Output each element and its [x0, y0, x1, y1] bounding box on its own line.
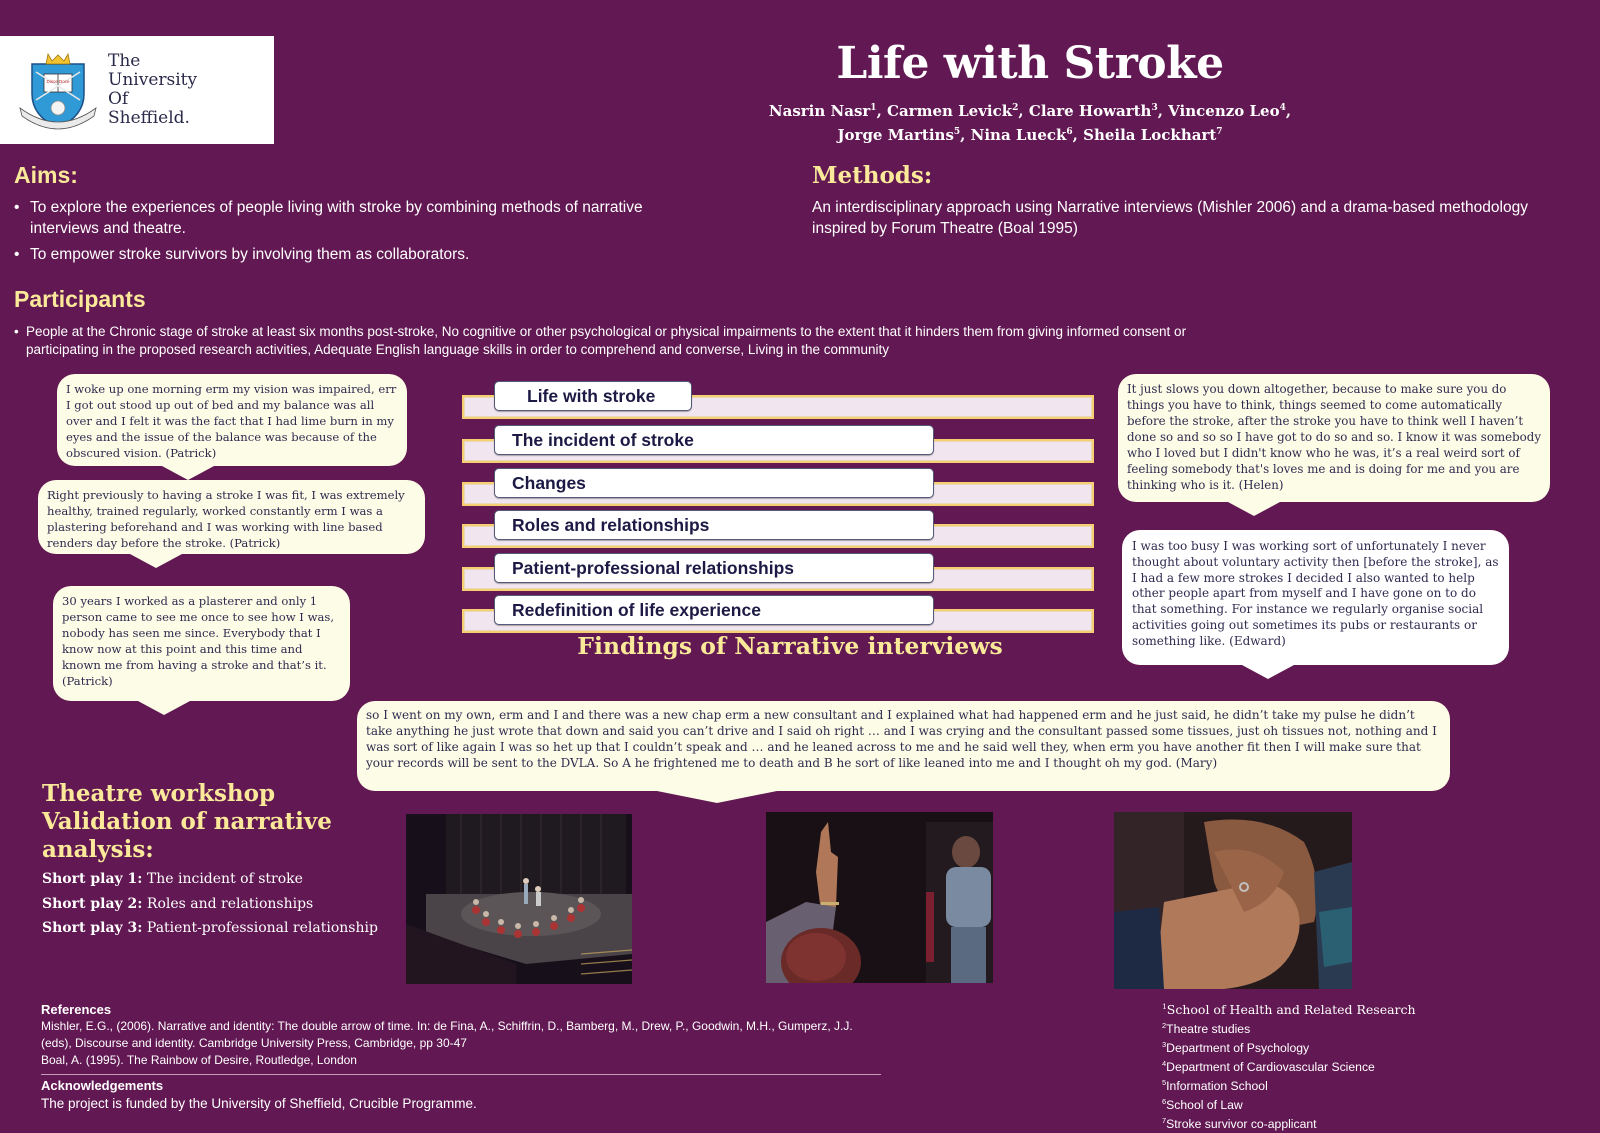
- theme-label: Patient-professional relationships: [494, 553, 934, 583]
- short-play-item: Short play 2: Roles and relationships: [42, 895, 314, 912]
- university-crest-icon: [18, 50, 98, 132]
- affiliation-item: $^1$School of Health and Related Research: [1162, 1002, 1416, 1018]
- authors-line-2: [760, 122, 1300, 146]
- author: Nina Lueck$^6$,: [970, 126, 1084, 144]
- theme-row: [462, 600, 1094, 633]
- affiliations-list: [1162, 999, 1416, 1133]
- stage-scene-image: [406, 814, 632, 984]
- theme-label: Changes: [494, 468, 934, 498]
- affiliation-item: $^3$Department of Psychology: [1162, 1040, 1310, 1056]
- wordmark-line: University: [108, 70, 198, 90]
- author: Clare Howarth$^3$,: [1028, 102, 1169, 120]
- theme-row: [462, 515, 1094, 548]
- wordmark-line: Of: [108, 89, 129, 109]
- acknowledgements-heading: Acknowledgements: [41, 1078, 164, 1093]
- methods-text: An interdisciplinary approach using Narrative interviews (Mishler 2006) and a drama-based methodology inspired by Forum Theatre (Boal 1995): [812, 199, 1528, 237]
- theme-row: [462, 430, 1094, 463]
- quote-bubble: so I went on my own, erm and I and there was a new chap erm a new consultant and I explained what had happened erm and he just said, he didn’t take my pulse he didn’t take anything he just wrote that down and said you can’t drive and I said oh right … and I was crying and the consultant passed some tissues, just oh tissues not, nothing and I was sort of like again I was so het up that I couldn’t speak and … and he leaned across to me and he said well they, when erm you have another fit then I will make sure that your records will be sent to the DVLA. So A he frightened me to death and B he sort of like leaned into me and I thought oh my god. (Mary): [357, 701, 1450, 791]
- wordmark-line: Sheffield.: [108, 108, 190, 128]
- quote-bubble: 30 years I worked as a plasterer and only 1 person came to see me once to see how I was, nobody has seen me since. Everybody that I know now at this point and this time and known me from having a stroke and that’s it. (Patrick): [53, 586, 350, 701]
- university-logo: [0, 36, 274, 144]
- affiliation-item: $^2$Theatre studies: [1162, 1021, 1251, 1037]
- affiliation-item: $^7$Stroke survivor co-applicant: [1162, 1116, 1317, 1132]
- theme-label: Life with stroke: [494, 381, 692, 411]
- short-play-item: Short play 1: The incident of stroke: [42, 871, 303, 887]
- affiliation-item: $^4$Department of Cardiovascular Science: [1162, 1059, 1375, 1075]
- theatre-stage-photo: [406, 814, 632, 984]
- aims-item: • To explore the experiences of people living with stroke by combining methods of narrative interviews and theatre.: [14, 197, 664, 239]
- references-heading: References: [41, 1002, 112, 1017]
- quote-bubble: I was too busy I was working sort of unfortunately I never thought about voluntary activity then [before the stroke], as I had a few more strokes I decided I also wanted to help other people apart from myself and I have gone on to do that something. For instance we regularly organise social activities going out sometimes its pubs or restaurants or something like. (Edward): [1122, 530, 1509, 665]
- divider: [41, 1074, 881, 1075]
- aims-heading: Aims:: [14, 162, 78, 188]
- acknowledgements-text: The project is funded by the University of Sheffield, Crucible Programme.: [41, 1096, 477, 1111]
- theatre-heading-line: Validation of narrative: [42, 808, 332, 835]
- author: Sheila Lockhart$^7$: [1083, 126, 1223, 144]
- theme-row: [462, 473, 1094, 506]
- author: Jorge Martins$^5$,: [837, 126, 971, 144]
- raised-hand-image: [766, 812, 993, 983]
- authors-line-1: [760, 98, 1300, 122]
- university-wordmark: [108, 52, 197, 128]
- theme-row: [462, 558, 1094, 591]
- wordmark-line: The: [108, 51, 141, 71]
- clasped-hands-image: [1114, 812, 1352, 989]
- theme-label: Roles and relationships: [494, 510, 934, 540]
- short-plays-list: [42, 867, 378, 941]
- findings-title: Findings of Narrative interviews: [577, 632, 1003, 660]
- reference-item: Mishler, E.G., (2006). Narrative and identity: The double arrow of time. In: de Fina, A., Schiffrin, D., Bamberg, M., Drew, P., Goodwin, M.H., Gumperz, J.J. (eds), Discourse and identity. Cambridge University Press, Cambridge, pp 30-47: [41, 1019, 853, 1050]
- svg-text:Disce Doce: Disce Doce: [46, 79, 70, 84]
- quote-bubble: It just slows you down altogether, because to make sure you do things you have to think, things seemed to come automatically before the stroke, after the stroke you have to think well I haven’t done so and so so I have got to do so and so. I know it was somebody who I loved but I didn't know who he was, it’s a real weird sort of feeling somebody that's loves me and is doing for me and you are thinking who is it. (Helen): [1118, 374, 1550, 502]
- theatre-heading-line: analysis:: [42, 836, 154, 863]
- participants-heading: Participants: [14, 286, 146, 312]
- methods-heading: Methods:: [812, 162, 933, 189]
- reference-item: Boal, A. (1995). The Rainbow of Desire, Routledge, London: [41, 1053, 357, 1067]
- theatre-heading-line: Theatre workshop: [42, 780, 276, 807]
- author: Carmen Levick$^2$,: [887, 102, 1029, 120]
- aims-item: • To empower stroke survivors by involving them as collaborators.: [14, 244, 664, 265]
- references-section: [41, 1002, 881, 1113]
- author-list: [760, 98, 1300, 146]
- quote-bubble: Right previously to having a stroke I was fit, I was extremely healthy, trained regularly, worked constantly erm I was a plastering beforehand and I was working with line based renders day before the stroke. (Patrick): [38, 480, 425, 554]
- participants-text: • People at the Chronic stage of stroke at least six months post-stroke, No cognitive or other psychological or physical impairments to the extent that it hinders them from giving informed consent or participating in the proposed research activities, Adequate English language skills in order to comprehend and converse, Living in the community: [14, 323, 1214, 359]
- affiliation-item: $^5$Information School: [1162, 1078, 1268, 1094]
- quote-bubble: I woke up one morning erm my vision was impaired, err I got out stood up out of bed and my balance was all over and I felt it was the fact that I had lime burn in my eyes and the issue of the balance was because of the obscured vision. (Patrick): [57, 374, 407, 466]
- aims-list: [14, 197, 664, 270]
- author: Vincenzo Leo$^4$,: [1168, 102, 1292, 120]
- theatre-heading: [42, 780, 372, 864]
- theme-label: The incident of stroke: [494, 425, 934, 455]
- clasped-hands-photo: [1114, 812, 1352, 989]
- poster-title: Life with Stroke: [836, 38, 1224, 89]
- author: Nasrin Nasr$^1$,: [768, 102, 888, 120]
- affiliation-item: $^6$School of Law: [1162, 1097, 1243, 1113]
- theme-label: Redefinition of life experience: [494, 595, 934, 625]
- raised-hand-photo: [766, 812, 993, 983]
- theme-row: [462, 386, 1094, 419]
- short-play-item: Short play 3: Patient-professional relationship: [42, 920, 378, 936]
